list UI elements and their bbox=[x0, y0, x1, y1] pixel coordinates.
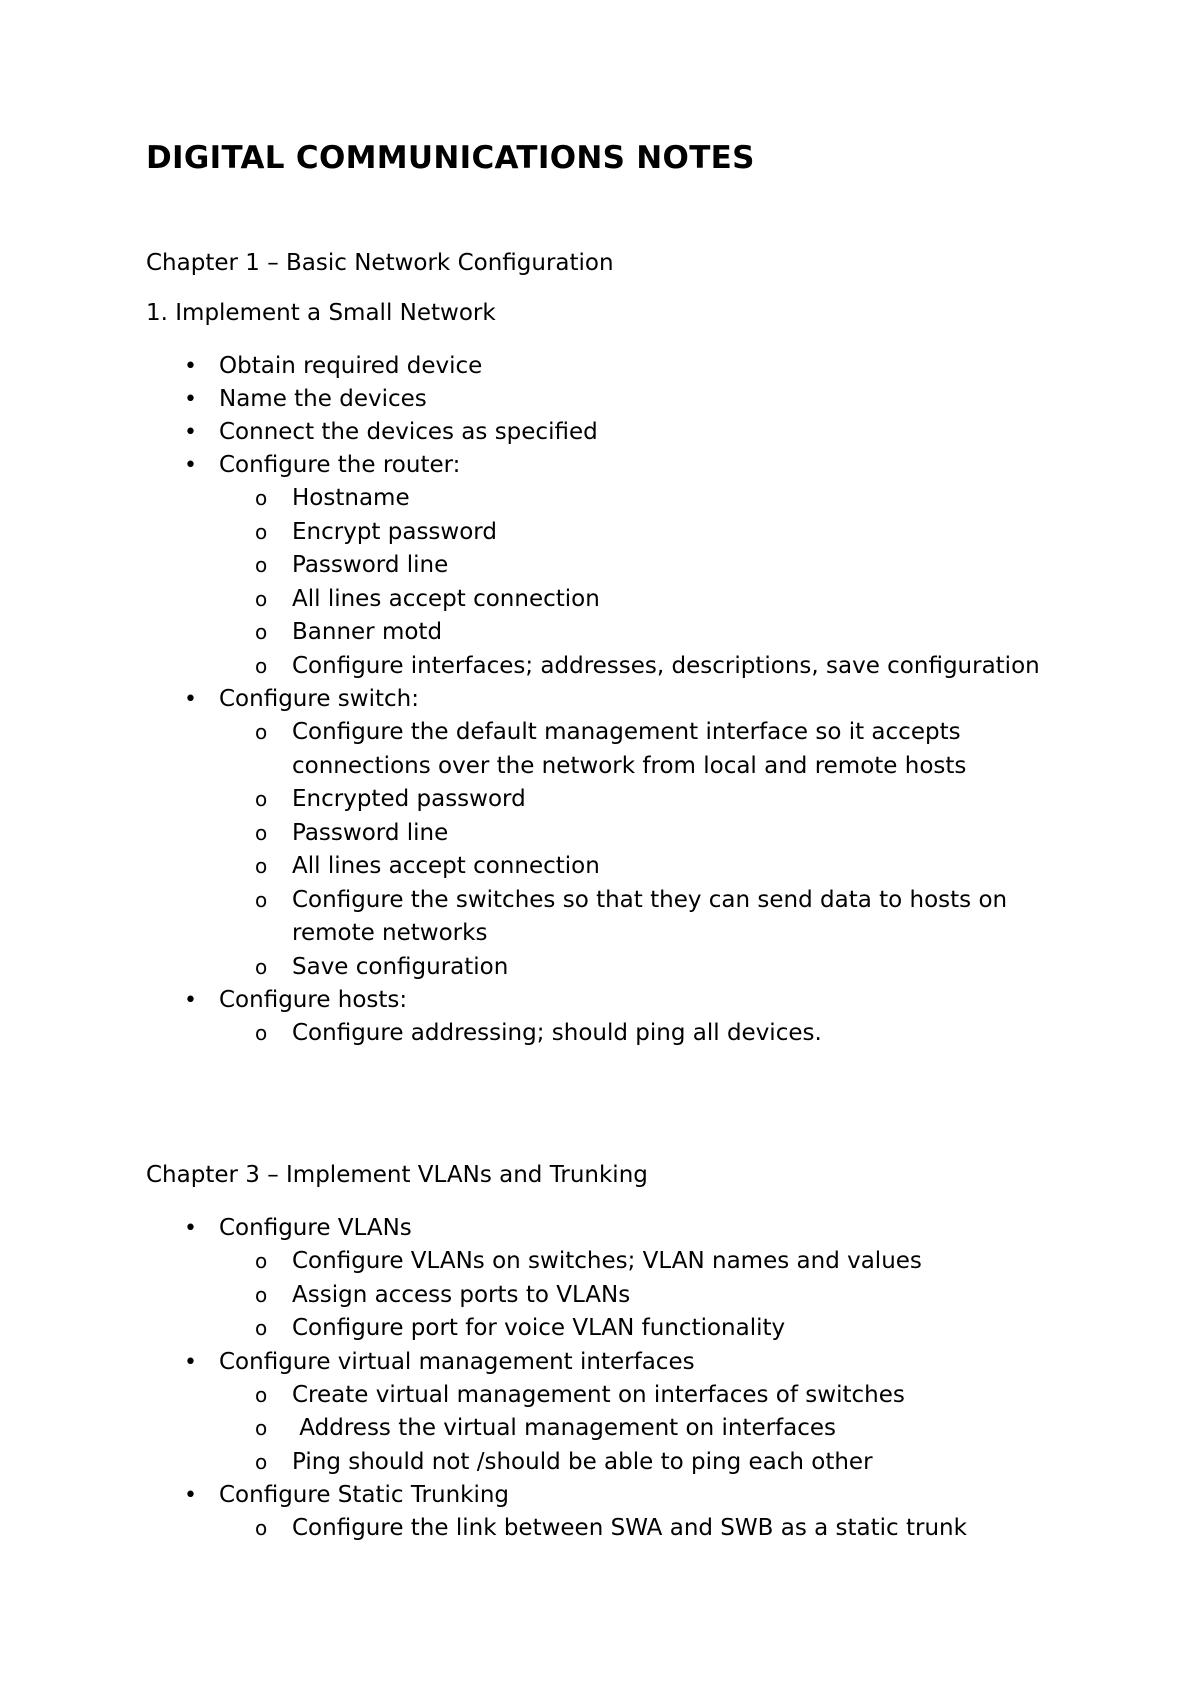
list-item bbox=[0, 1479, 1200, 1546]
sub-list-item: o Password line bbox=[292, 817, 1082, 851]
page-title: DIGITAL COMMUNICATIONS NOTES bbox=[146, 140, 755, 176]
list-item-label: Configure the router: bbox=[219, 452, 461, 478]
list-item-label: Configure switch: bbox=[219, 686, 419, 712]
sub-list-item: o Save configuration bbox=[292, 951, 1082, 985]
list-item-label: Connect the devices as specified bbox=[219, 419, 598, 445]
chapter-1-heading: Chapter 1 – Basic Network Configuration bbox=[146, 250, 614, 276]
sub-list-item: o Configure addressing; should ping all devices. bbox=[292, 1017, 1082, 1051]
list-item bbox=[0, 350, 1200, 383]
sub-list-item: o Create virtual management on interfaces of switches bbox=[292, 1379, 1082, 1413]
list-item-label: Obtain required device bbox=[219, 353, 483, 379]
sub-list-item: o Hostname bbox=[292, 482, 1082, 516]
sub-list-item: o Configure the link between SWA and SWB as a static trunk bbox=[292, 1512, 1082, 1546]
sub-list bbox=[219, 1379, 1200, 1480]
list-item bbox=[0, 1212, 1200, 1346]
sub-list-item: o Configure port for voice VLAN functionality bbox=[292, 1312, 1082, 1346]
sub-list-item: o Configure interfaces; addresses, descriptions, save configuration bbox=[292, 650, 1082, 684]
list-item-label: Configure hosts: bbox=[219, 987, 408, 1013]
sub-list-item: o Configure the default management interface so it accepts connections over the network from local and remote hosts bbox=[292, 716, 1082, 783]
sub-list bbox=[219, 1245, 1200, 1346]
chapter-3-list bbox=[0, 1212, 1200, 1546]
sub-list bbox=[219, 1512, 1200, 1546]
chapter-3-heading: Chapter 3 – Implement VLANs and Trunking bbox=[146, 1162, 648, 1188]
list-item-label: Name the devices bbox=[219, 386, 427, 412]
sub-list-item: o Banner motd bbox=[292, 616, 1082, 650]
list-item-label: Configure VLANs bbox=[219, 1215, 412, 1241]
list-item bbox=[0, 1346, 1200, 1480]
sub-list-item: o All lines accept connection bbox=[292, 850, 1082, 884]
list-item bbox=[0, 416, 1200, 449]
sub-list-item: o Configure VLANs on switches; VLAN names and values bbox=[292, 1245, 1082, 1279]
sub-list-item: o Assign access ports to VLANs bbox=[292, 1279, 1082, 1313]
sub-list-item: o Encrypted password bbox=[292, 783, 1082, 817]
sub-list-item: o Encrypt password bbox=[292, 516, 1082, 550]
chapter-1-step: 1. Implement a Small Network bbox=[146, 300, 496, 326]
list-item-label: Configure Static Trunking bbox=[219, 1482, 510, 1508]
sub-list bbox=[219, 1017, 1200, 1051]
sub-list-item: o Password line bbox=[292, 549, 1082, 583]
sub-list-item: o All lines accept connection bbox=[292, 583, 1082, 617]
list-item bbox=[0, 683, 1200, 984]
sub-list bbox=[219, 482, 1200, 683]
list-item bbox=[0, 383, 1200, 416]
sub-list bbox=[219, 716, 1200, 984]
list-item-label: Configure virtual management interfaces bbox=[219, 1348, 695, 1375]
sub-list-item: o Address the virtual management on interfaces bbox=[292, 1412, 1082, 1446]
list-item bbox=[0, 984, 1200, 1051]
sub-list-item: o Ping should not /should be able to ping each other bbox=[292, 1446, 1082, 1480]
chapter-1-list bbox=[0, 350, 1200, 1051]
list-item bbox=[0, 449, 1200, 683]
sub-list-item: o Configure the switches so that they can send data to hosts on remote networks bbox=[292, 884, 1082, 951]
